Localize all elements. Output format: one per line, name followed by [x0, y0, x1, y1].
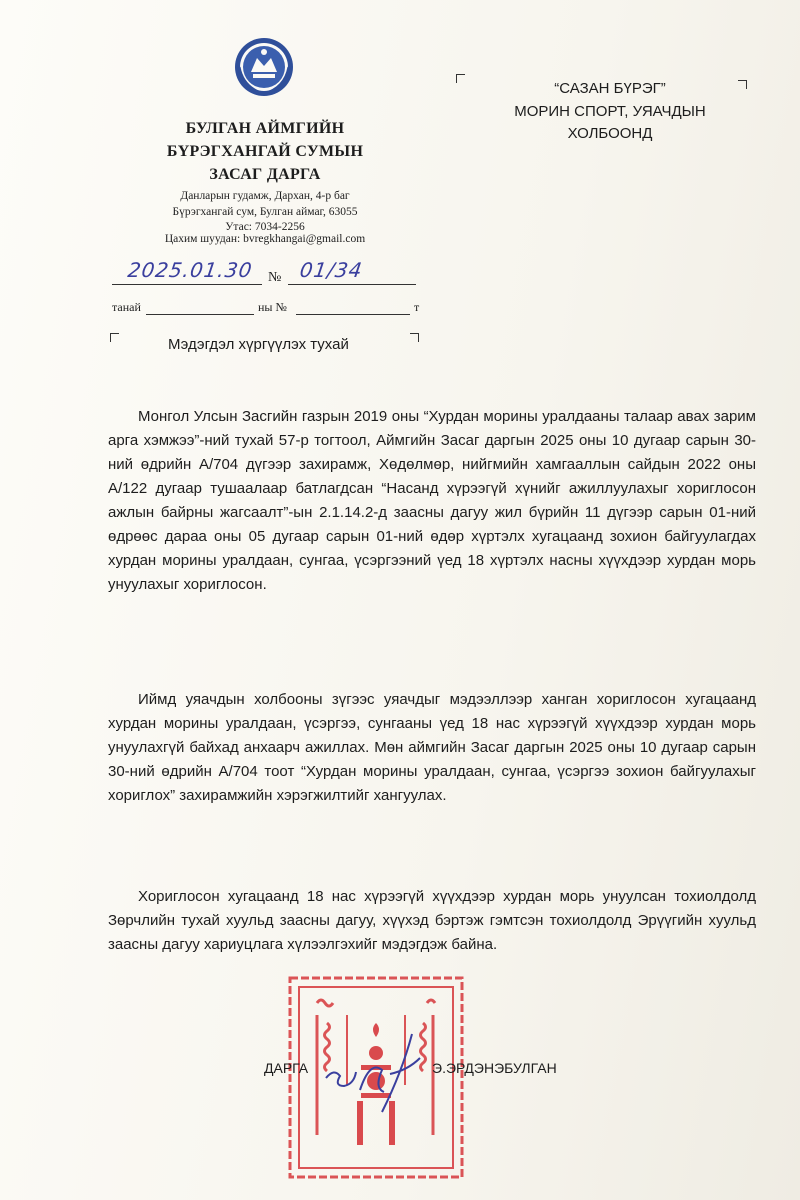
letter-subject: Мэдэгдэл хүргүүлэх тухай	[168, 336, 349, 353]
ref-number-blank	[296, 314, 410, 315]
number-underline	[288, 284, 416, 285]
sender-address-line2: Бүрэгхангай сум, Булган аймаг, 63055	[172, 206, 358, 218]
sender-address-line1: Данларын гудамж, Дархан, 4-р баг	[180, 190, 350, 202]
body-paragraph-2: Иймд уяачдын холбооны зүгээс уяачдыг мэдээллээр ханган хориглосон хугацаанд хурдан морины уралдаан, үсэргээ, сунгааны үед 18 нас хүрээгүй хүүхдээр хурдан морь унуулахгүй байхад анхаарч ажиллах. Мөн аймгийн Засаг даргын 2025 оны 10 дугаар сарын 30-ний өдрийн А/704 тоот “Хурдан морины уралдаан, сунгаа, үсэргээ зохион байгуулахыг хориглох” захирамжийн хэрэгжилтийг хангуулах.	[108, 691, 756, 804]
number-label: №	[268, 270, 282, 285]
handwritten-signature	[320, 1030, 430, 1120]
document-date: 2025.01.30	[126, 258, 255, 282]
recipient-line2: МОРИН СПОРТ, УЯАЧДЫН	[514, 103, 706, 120]
sender-org-line1: БУЛГАН АЙМГИЙН	[185, 120, 345, 137]
recipient-line3: ХОЛБООНД	[567, 125, 653, 142]
signatory-title: ДАРГА	[264, 1060, 309, 1076]
subject-corner-left	[110, 333, 119, 342]
sender-phone: Утас: 7034-2256	[225, 221, 305, 233]
ref-label-suffix: т	[414, 300, 420, 314]
body-paragraph-3: Хориглосон хугацаанд 18 нас хүрээгүй хүүхдээр хурдан морь унуулсан тохиолдолд Зөрчлийн тухай хуульд заасны дагуу, хүүхэд бэртэж гэмтсэн тохиолдолд Эрүүгийн хуульд заасны дагуу хариуцлага хүлээлгэхийг мэдэгдэж байна.	[108, 888, 756, 953]
sender-org-line2: БҮРЭГХАНГАЙ СУМЫН	[166, 143, 364, 160]
ref-label-prefix: танай	[112, 300, 141, 314]
sender-org-line3: ЗАСАГ ДАРГА	[209, 166, 321, 183]
sender-email: Цахим шуудан: bvregkhangai@gmail.com	[164, 233, 366, 245]
state-emblem-icon	[233, 36, 295, 98]
signatory-name: Э.ЭРДЭНЭБУЛГАН	[432, 1060, 557, 1076]
date-underline	[112, 284, 262, 285]
subject-corner-right	[410, 333, 419, 342]
document-number: 01/34	[298, 258, 365, 282]
recipient-line1: “САЗАН БҮРЭГ”	[554, 80, 666, 97]
ref-label-middle: ны №	[258, 300, 287, 314]
recipient-corner-left	[456, 74, 465, 83]
ref-date-blank	[146, 314, 254, 315]
body-paragraph-1: Монгол Улсын Засгийн газрын 2019 оны “Хурдан морины уралдааны талаар авах зарим арга хэмжээ”-ний тухай 57-р тогтоол, Аймгийн Засаг даргын 2025 оны 10 дугаар сарын 30-ний өдрийн А/704 дүгээр захирамж, Хөдөлмөр, нийгмийн хамгааллын сайдын 2022 оны А/122 дугаар тушаалаар батлагдсан “Насанд хүрээгүй хүнийг ажиллуулахыг хориглосон ажлын байрны жагсаалт”-ын 2.1.14.2-д заасны дагуу жил бүрийн 11 дүгээр сарын 01-ний өдрөөс дараа оны 05 дугаар сарын 01-ний өдөр хүртэлх хугацаанд зохион байгуулагдах хурдан морины уралдаан, сунгаа, үсэргээний үед 18 хүртэлх насны хүүхдээр хурдан морь унуулахыг хориглосон.	[108, 408, 756, 593]
